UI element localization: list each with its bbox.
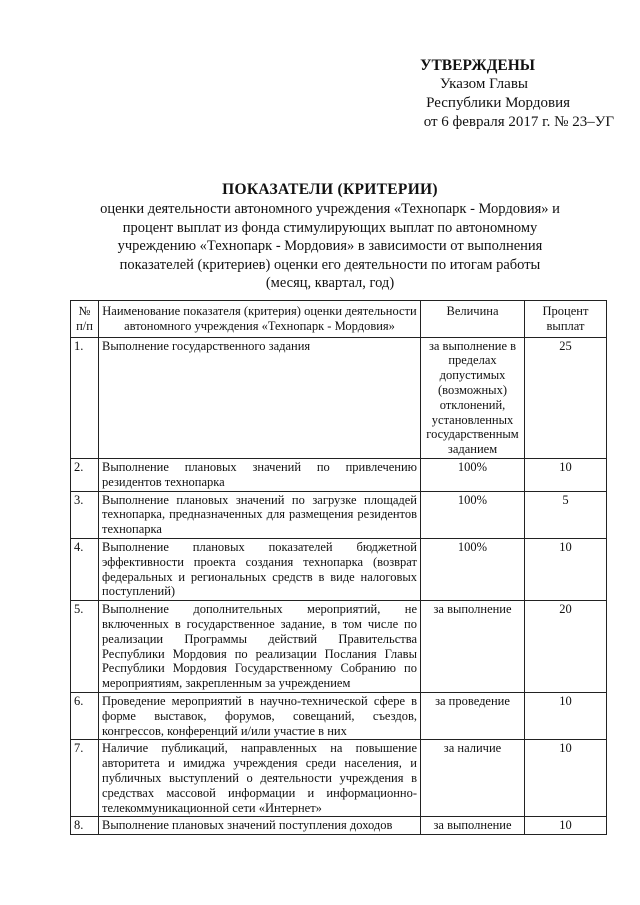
row-num: 2. xyxy=(71,458,99,491)
row-name: Выполнение плановых показателей бюджетной эффективности проекта создания технопарка (возврат федеральных и региональных средств в виде налоговых поступлений) xyxy=(99,538,421,600)
row-name: Выполнение плановых значений по привлечению резидентов технопарка xyxy=(99,458,421,491)
row-value: 100% xyxy=(421,491,525,538)
document-title: ПОКАЗАТЕЛИ (КРИТЕРИИ) xyxy=(222,181,438,198)
row-num: 8. xyxy=(71,817,99,835)
document-heading xyxy=(40,180,620,293)
header-percent: Процент выплат xyxy=(525,301,607,338)
row-num: 4. xyxy=(71,538,99,600)
table-header-row xyxy=(71,301,607,338)
approval-line-date: от 6 февраля 2017 г. № 23–УГ xyxy=(423,114,614,130)
table-row xyxy=(71,740,607,817)
row-num: 1. xyxy=(71,337,99,458)
row-num: 7. xyxy=(71,740,99,817)
row-num: 6. xyxy=(71,692,99,739)
header-name: Наименование показателя (критерия) оценки деятельности автономного учреждения «Технопарк - Мордовия» xyxy=(99,301,421,338)
document-subtitle-line-2: процент выплат из фонда стимулирующих выплат по автономному xyxy=(122,219,538,236)
criteria-table xyxy=(70,300,607,835)
header-value: Величина xyxy=(421,301,525,338)
header-num: № п/п xyxy=(71,301,99,338)
table-row xyxy=(71,337,607,458)
document-subtitle-line-5: (месяц, квартал, год) xyxy=(265,275,395,291)
table-row xyxy=(71,458,607,491)
row-percent: 10 xyxy=(525,817,607,835)
row-value: 100% xyxy=(421,458,525,491)
row-value: за выполнение xyxy=(421,817,525,835)
approval-title: УТВЕРЖДЕНЫ xyxy=(420,57,535,74)
row-num: 3. xyxy=(71,491,99,538)
approval-stamp xyxy=(370,56,620,132)
table-row xyxy=(71,817,607,835)
table-row xyxy=(71,692,607,739)
table-row xyxy=(71,538,607,600)
approval-line-decree: Указом Главы xyxy=(439,76,528,92)
row-name: Выполнение государственного задания xyxy=(99,337,421,458)
row-percent: 10 xyxy=(525,692,607,739)
row-value: за выполнение в пределах допустимых (возможных) отклонений, установленных государственным заданием xyxy=(421,337,525,458)
row-num: 5. xyxy=(71,601,99,693)
row-value: за наличие xyxy=(421,740,525,817)
approval-line-republic: Республики Мордовия xyxy=(426,95,570,111)
document-subtitle-line-3: учреждению «Технопарк - Мордовия» в зависимости от выполнения xyxy=(117,238,543,254)
row-name: Наличие публикаций, направленных на повышение авторитета и имиджа учреждения среди населения, и публичных выступлений о деятельности учреждения в средствах массовой информации и информационно-телекоммуникационной сети «Интернет» xyxy=(99,740,421,817)
table-row xyxy=(71,601,607,693)
row-percent: 25 xyxy=(525,337,607,458)
row-percent: 10 xyxy=(525,740,607,817)
document-subtitle-line-4: показателей (критериев) оценки его деятельности по итогам работы xyxy=(119,256,541,273)
row-percent: 10 xyxy=(525,538,607,600)
row-value: за выполнение xyxy=(421,601,525,693)
row-value: 100% xyxy=(421,538,525,600)
row-value: за проведение xyxy=(421,692,525,739)
table-row xyxy=(71,491,607,538)
row-percent: 10 xyxy=(525,458,607,491)
row-percent: 5 xyxy=(525,491,607,538)
row-name: Выполнение дополнительных мероприятий, не включенных в государственное задание, в том числе по реализации Программы действий Правительства Республики Мордовия по реализации Послания Главы Республики Мордовия Государственному Собранию по мероприятиям, закрепленным за учреждением xyxy=(99,601,421,693)
row-percent: 20 xyxy=(525,601,607,693)
row-name: Выполнение плановых значений поступления доходов xyxy=(99,817,421,835)
row-name: Проведение мероприятий в научно-технической сфере в форме выставок, форумов, совещаний, съездов, конгрессов, конференций и/или участие в них xyxy=(99,692,421,739)
row-name: Выполнение плановых значений по загрузке площадей технопарка, предназначенных для размещения резидентов технопарка xyxy=(99,491,421,538)
document-subtitle-line-1: оценки деятельности автономного учреждения «Технопарк - Мордовия» и xyxy=(100,201,560,217)
